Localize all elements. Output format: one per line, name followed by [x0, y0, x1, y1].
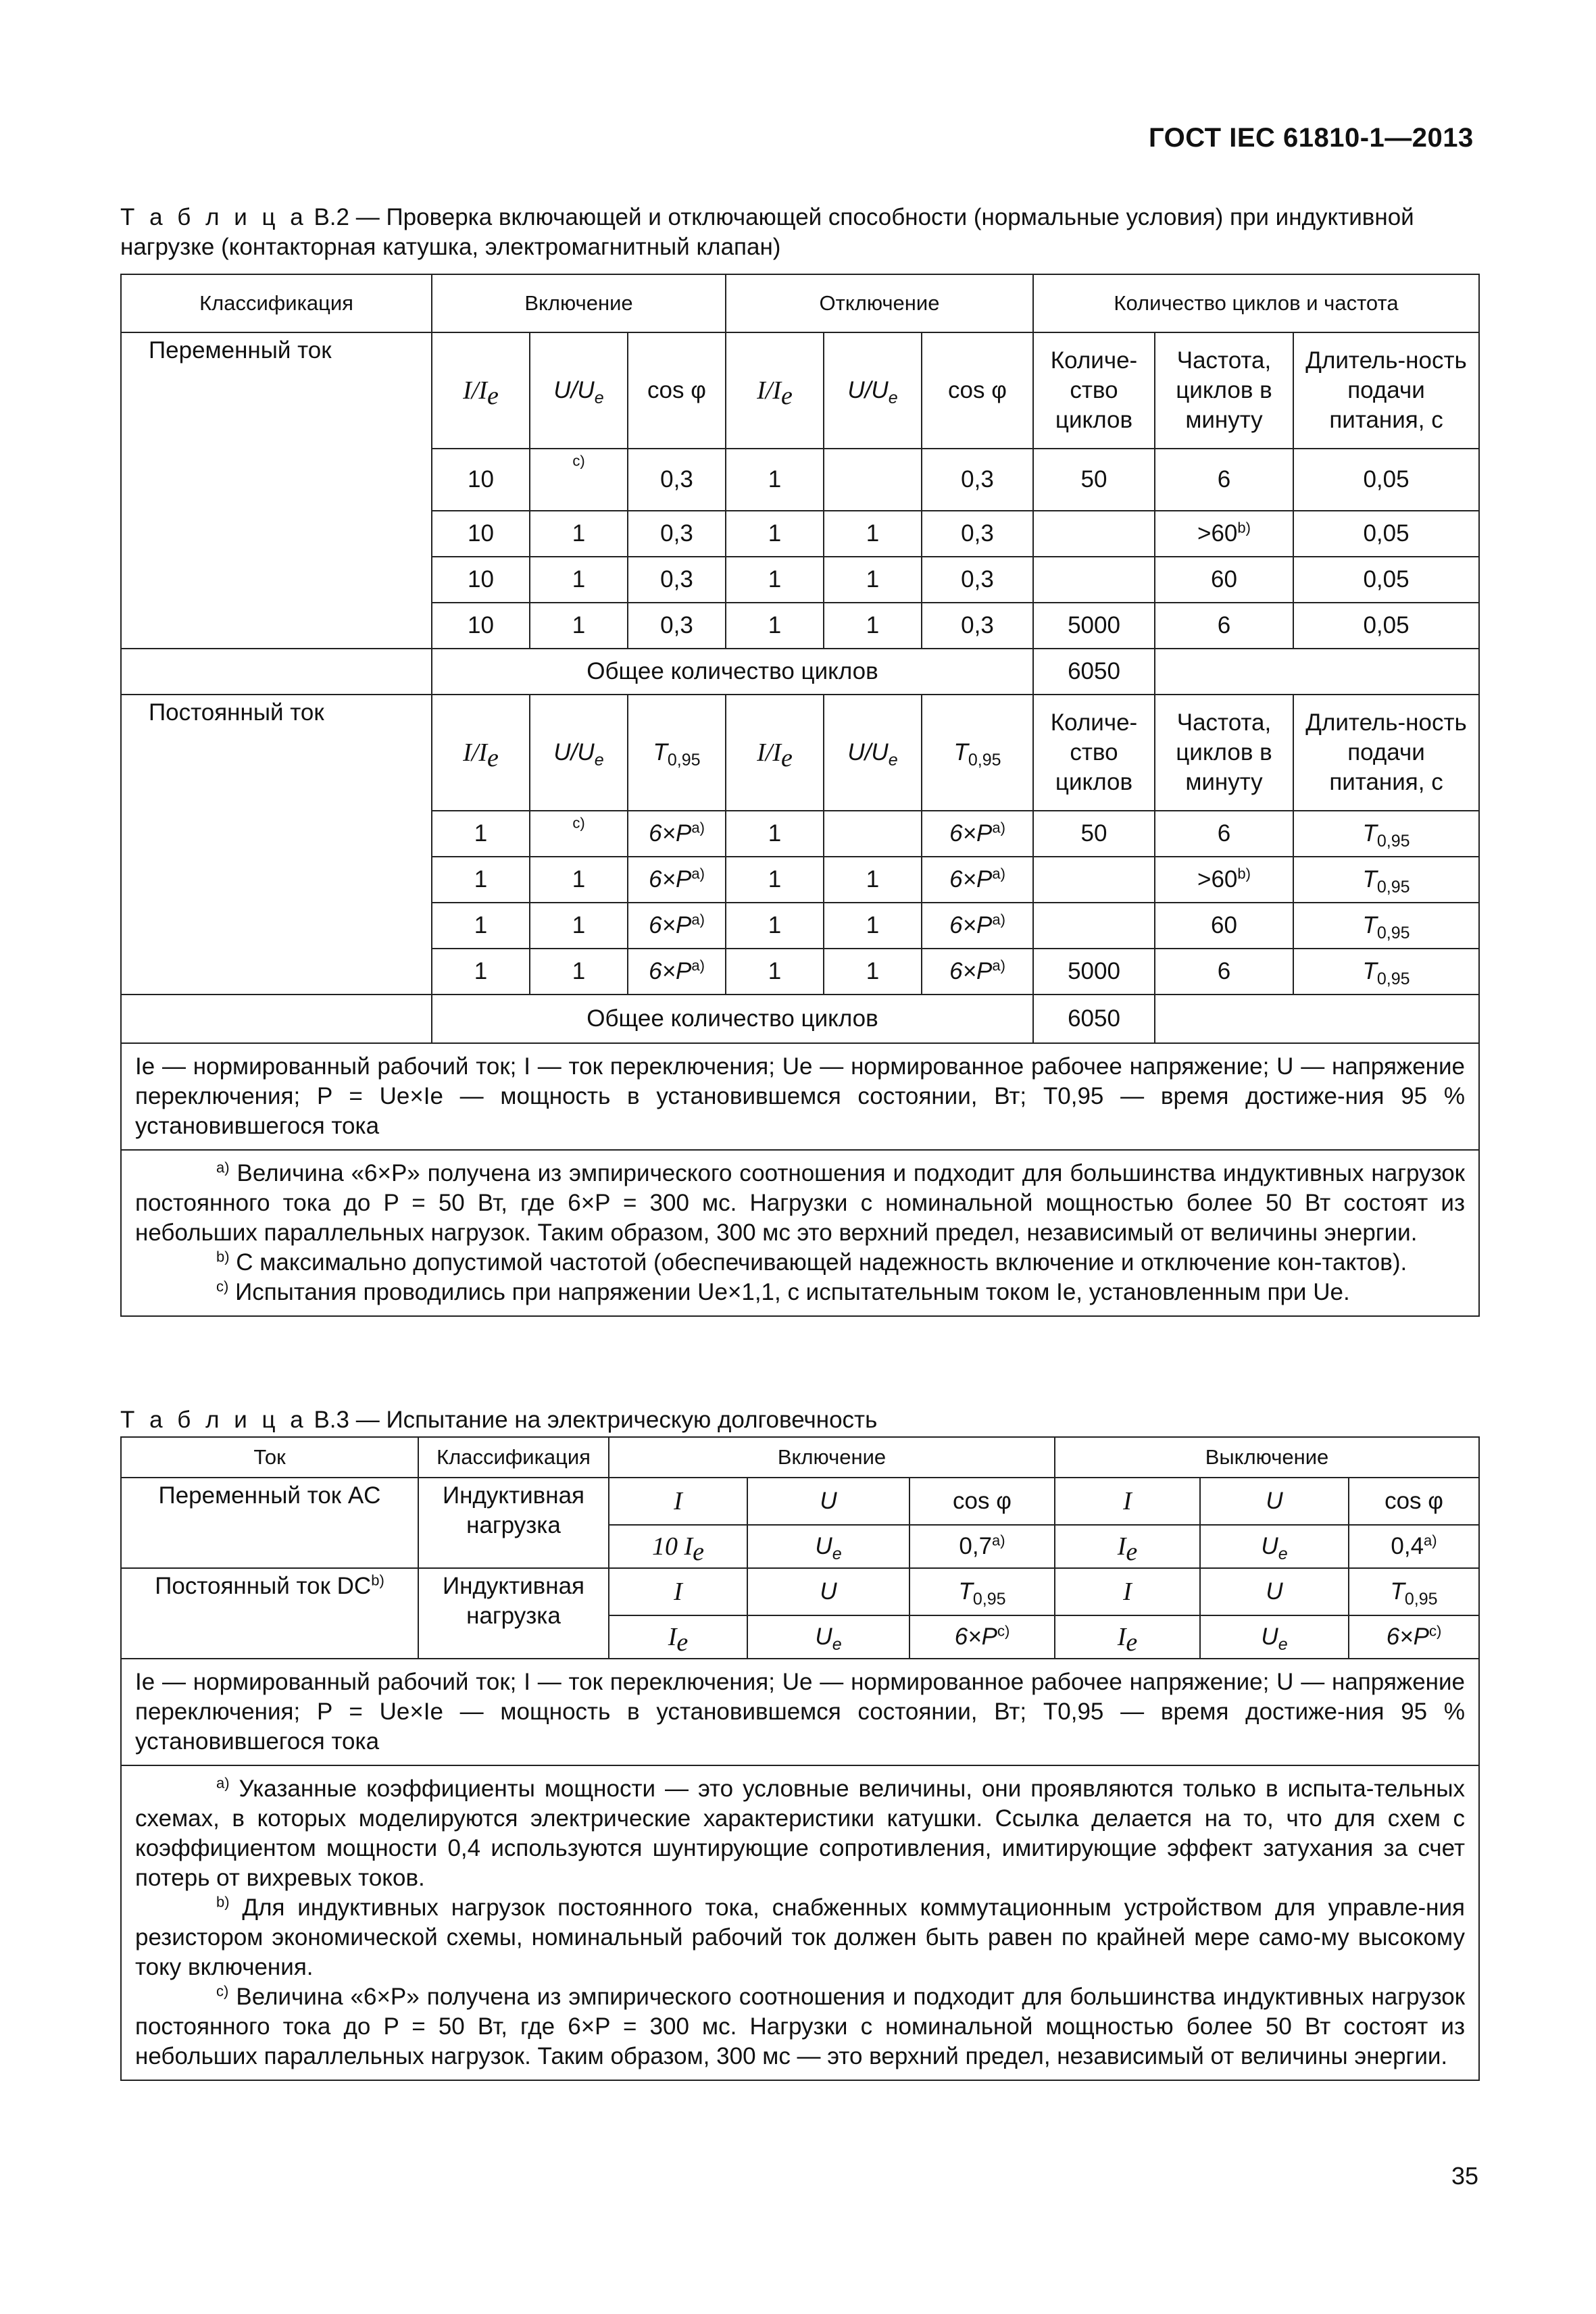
cell: 0,3 [922, 449, 1033, 511]
cell: $>60^{b)}$ [1155, 511, 1293, 557]
document-header: ГОСТ IEC 61810-1—2013 [1149, 123, 1474, 153]
cell: U [1200, 1478, 1349, 1525]
cell: 0,3 [628, 603, 726, 649]
h-u-ratio: $U/U_e$ [824, 332, 922, 449]
caption-label: Т а б л и ц а [120, 204, 307, 230]
dc-total: 6050 [1033, 995, 1155, 1043]
cell: $I_e$ [1055, 1615, 1200, 1659]
cell: c) [530, 811, 628, 857]
cell: 1 [530, 903, 628, 949]
cell: $I_e$ [1055, 1525, 1200, 1568]
cell: 50 [1033, 449, 1155, 511]
ac-label: Переменный ток [121, 332, 432, 649]
cell: $6\times P^{a)}$ [628, 903, 726, 949]
cell: 1 [824, 857, 922, 903]
caption-text: B.2 — Проверка включающей и отключающей способности (нормальные условия) при индуктивной [307, 204, 1414, 230]
h-duration: Длитель-ность подачи питания, с [1293, 332, 1479, 449]
cell: 0,3 [628, 449, 726, 511]
cell: $6\times P^{a)}$ [628, 857, 726, 903]
cell: 6 [1155, 811, 1293, 857]
h-t095: $T_{0,95}$ [922, 695, 1033, 811]
caption-text: B.3 — Испытание на электрическую долговечность [307, 1407, 878, 1433]
cell: $T_{0,95}$ [1293, 857, 1479, 903]
table-b3-caption [120, 1405, 877, 1435]
table-b2-caption [120, 203, 1414, 262]
note-c: $^{c)}$ Величина «6×P» получена из эмпирического соотношения и подходит для большинства индуктивных нагрузок постоянного тока до P = 50 Вт, где 6×P = 300 мс. Нагрузки с номинальной мощностью более 50 Вт состоят из небольших параллельных нагрузок. Таким образом, 300 мс — это верхний предел, независимый от величины энергии. [135, 1982, 1466, 2069]
cell: 1 [432, 811, 530, 857]
cell: 10 [432, 449, 530, 511]
cell: $U_e$ [1200, 1615, 1349, 1659]
cell: $U_e$ [747, 1525, 909, 1568]
h-i-ratio: $I/I_e$ [432, 332, 530, 449]
cell: I [1055, 1568, 1200, 1615]
cell: 1 [530, 557, 628, 603]
h-duration: Длитель-ность подачи питания, с [1293, 695, 1479, 811]
cell: $T_{0,95}$ [1293, 949, 1479, 995]
col-off: Отключение [726, 274, 1033, 332]
cell: 0,3 [922, 603, 1033, 649]
cell: U [747, 1568, 909, 1615]
cell: 1 [432, 949, 530, 995]
dc-label: Постоянный ток DC$^{b)}$ [121, 1568, 418, 1659]
cell: 0,05 [1293, 449, 1479, 511]
cell [1033, 557, 1155, 603]
table-header-row [121, 1437, 1479, 1478]
cell: $T_{0,95}$ [1293, 903, 1479, 949]
caption-label: Т а б л и ц а [120, 1407, 307, 1433]
cell: 1 [530, 603, 628, 649]
h-i-ratio: $I/I_e$ [726, 695, 824, 811]
cell: 0,3 [628, 511, 726, 557]
cell: 10 [432, 603, 530, 649]
h-i-ratio: $I/I_e$ [726, 332, 824, 449]
cell [824, 449, 922, 511]
h-cos: cos φ [922, 332, 1033, 449]
cell: I [609, 1478, 747, 1525]
page-number: 35 [1451, 2162, 1479, 2190]
cell: 1 [432, 857, 530, 903]
table-row [121, 1478, 1479, 1525]
cell: 1 [530, 949, 628, 995]
cell: $6\times P^{a)}$ [922, 811, 1033, 857]
notes [121, 1150, 1479, 1316]
note-b: $^{b)}$ Для индуктивных нагрузок постоянного тока, снабженных коммутационным устройством для управле-ния резистором экономической схемы, номинальный рабочий ток должен быть равен по крайней мере само-му высокому току включения. [135, 1893, 1466, 1980]
cell: $6\times P^{a)}$ [628, 811, 726, 857]
cell: 0,3 [922, 557, 1033, 603]
cell: 1 [824, 903, 922, 949]
cell: 1 [530, 857, 628, 903]
h-u-ratio: $U/U_e$ [824, 695, 922, 811]
cell: $6\times P^{a)}$ [922, 857, 1033, 903]
dc-subheader-row [121, 695, 1479, 811]
cell: 1 [432, 903, 530, 949]
cell: 0,05 [1293, 557, 1479, 603]
col-on: Включение [432, 274, 726, 332]
cell: $6\times P^{c)}$ [909, 1615, 1055, 1659]
cell: U [747, 1478, 909, 1525]
cell: 60 [1155, 557, 1293, 603]
cell [1033, 903, 1155, 949]
cell: $6\times P^{c)}$ [1349, 1615, 1479, 1659]
cell: 10 [432, 511, 530, 557]
cell [1155, 649, 1479, 695]
cell: $6\times P^{a)}$ [628, 949, 726, 995]
cell: 1 [824, 603, 922, 649]
table-row [121, 1568, 1479, 1615]
cell: cos φ [1349, 1478, 1479, 1525]
total-label: Общее количество циклов [432, 649, 1033, 695]
note-c: $^{c)}$ Испытания проводились при напряжении Ue×1,1, с испытательным током Ie, установленным при Ue. [216, 1278, 1350, 1305]
h-t095: $T_{0,95}$ [628, 695, 726, 811]
h-u-ratio: $U/U_e$ [530, 695, 628, 811]
cell: 0,05 [1293, 511, 1479, 557]
cell: 0,4$^{a)}$ [1349, 1525, 1479, 1568]
cell: c) [530, 449, 628, 511]
cell: I [1055, 1478, 1200, 1525]
cell: 1 [824, 949, 922, 995]
cell: 0,7$^{a)}$ [909, 1525, 1055, 1568]
cell [1033, 857, 1155, 903]
cell: $6\times P^{a)}$ [922, 903, 1033, 949]
inductive-label: Индуктивная нагрузка [418, 1568, 609, 1659]
ac-total: 6050 [1033, 649, 1155, 695]
h-freq: Частота, циклов в минуту [1155, 695, 1293, 811]
cell: 10 [432, 557, 530, 603]
legend-row [121, 1659, 1479, 1765]
cell [1155, 995, 1479, 1043]
h-count: Количе-ство циклов [1033, 332, 1155, 449]
cell: 6 [1155, 449, 1293, 511]
h-i-ratio: $I/I_e$ [432, 695, 530, 811]
notes-row [121, 1150, 1479, 1316]
total-row [121, 649, 1479, 695]
cell: $6\times P^{a)}$ [922, 949, 1033, 995]
cell [824, 811, 922, 857]
dc-label: Постоянный ток [121, 695, 432, 995]
h-u-ratio: $U/U_e$ [530, 332, 628, 449]
cell: 1 [824, 557, 922, 603]
cell: 1 [726, 557, 824, 603]
total-label: Общее количество циклов [432, 995, 1033, 1043]
cell [1033, 511, 1155, 557]
col-off: Выключение [1055, 1437, 1479, 1478]
note-a: $^{a)}$ Указанные коэффициенты мощности — это условные величины, они проявляются только в испыта-тельных схемах, в которых моделируются электрические характеристики катушки. Ссылка делается на то, что для схем с коэффициентом мощности 0,4 используются шунтирующие сопротивления, имитирующие эффект затухания за счет потерь от вихревых токов. [135, 1774, 1466, 1891]
cell: 1 [824, 511, 922, 557]
col-classification: Классификация [418, 1437, 609, 1478]
total-row [121, 995, 1479, 1043]
h-cos: cos φ [628, 332, 726, 449]
caption-text-line2: нагрузке (контакторная катушка, электромагнитный клапан) [120, 234, 781, 260]
h-count: Количе-ство циклов [1033, 695, 1155, 811]
notes-row [121, 1765, 1479, 2080]
cell: 50 [1033, 811, 1155, 857]
col-classification: Классификация [121, 274, 432, 332]
cell: 6 [1155, 603, 1293, 649]
cell: $T_{0,95}$ [1293, 811, 1479, 857]
col-on: Включение [609, 1437, 1055, 1478]
cell: $U_e$ [1200, 1525, 1349, 1568]
inductive-label: Индуктивная нагрузка [418, 1478, 609, 1568]
notes [121, 1765, 1479, 2080]
legend: Ie — нормированный рабочий ток; I — ток переключения; Ue — нормированное рабочее напряжение; U — напряжение переключения; P = Ue×Ie — мощность в установившемся состоянии, Вт; T0,95 — время достиже-ния 95 % установившегося тока [121, 1659, 1479, 1765]
cell: 10 $I_e$ [609, 1525, 747, 1568]
cell: 0,3 [922, 511, 1033, 557]
cell: 5000 [1033, 949, 1155, 995]
cell: 1 [726, 811, 824, 857]
cell: $I_e$ [609, 1615, 747, 1659]
cell: 1 [530, 511, 628, 557]
col-current: Ток [121, 1437, 418, 1478]
cell: 1 [726, 949, 824, 995]
cell: 60 [1155, 903, 1293, 949]
cell: $U_e$ [747, 1615, 909, 1659]
cell: $T_{0,95}$ [1349, 1568, 1479, 1615]
cell: 1 [726, 511, 824, 557]
cell: 6 [1155, 949, 1293, 995]
cell: 1 [726, 449, 824, 511]
table-b3 [120, 1436, 1480, 2081]
cell: 0,05 [1293, 603, 1479, 649]
cell [121, 649, 432, 695]
legend: Ie — нормированный рабочий ток; I — ток переключения; Ue — нормированное рабочее напряжение; U — напряжение переключения; P = Ue×Ie — мощность в установившемся состоянии, Вт; T0,95 — время достиже-ния 95 % установившегося тока [121, 1043, 1479, 1150]
cell: 1 [726, 603, 824, 649]
note-b: $^{b)}$ С максимально допустимой частотой (обеспечивающей надежность включение и отключение кон-тактов). [216, 1248, 1407, 1276]
note-a: $^{a)}$ Величина «6×P» получена из эмпирического соотношения и подходит для большинства индуктивных нагрузок постоянного тока до P = 50 Вт, где 6×P = 300 мс. Нагрузки с номинальной мощностью более 50 Вт состоят из небольших параллельных нагрузок. Таким образом, 300 мс это верхний предел, независимый от величины энергии. [135, 1159, 1466, 1246]
h-freq: Частота, циклов в минуту [1155, 332, 1293, 449]
cell: $T_{0,95}$ [909, 1568, 1055, 1615]
legend-row [121, 1043, 1479, 1150]
cell: U [1200, 1568, 1349, 1615]
cell: 1 [726, 857, 824, 903]
cell [121, 995, 432, 1043]
cell: $>60^{b)}$ [1155, 857, 1293, 903]
table-header-row [121, 274, 1479, 332]
cell: 5000 [1033, 603, 1155, 649]
col-cycles: Количество циклов и частота [1033, 274, 1479, 332]
ac-subheader-row [121, 332, 1479, 449]
cell: cos φ [909, 1478, 1055, 1525]
cell: 1 [726, 903, 824, 949]
table-b2 [120, 274, 1480, 1317]
cell: I [609, 1568, 747, 1615]
cell: 0,3 [628, 557, 726, 603]
ac-label: Переменный ток AC [121, 1478, 418, 1568]
